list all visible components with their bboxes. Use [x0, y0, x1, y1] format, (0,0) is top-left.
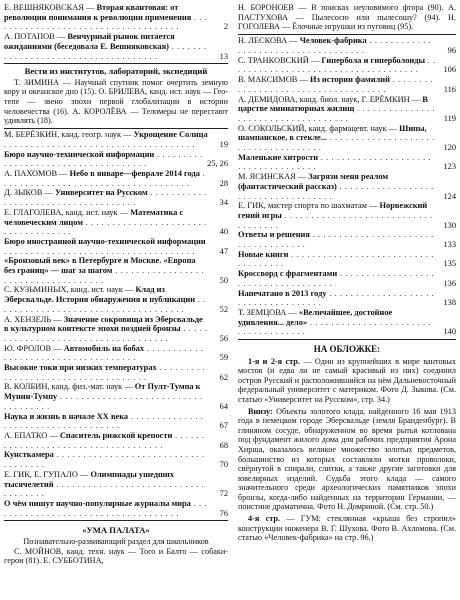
toc-entry-text: О. СОКОЛЬСКИЙ, канд. фармацевт. наук — Шипы, шампанское, в стекле... . . .	[238, 124, 456, 153]
toc-entry	[238, 269, 456, 288]
toc-entry-text: Е. ГИК, мастер спорта по шахматам — Норвежский гений игры . . .	[238, 201, 456, 230]
toc-entry-text	[238, 250, 456, 269]
toc-title: «Величайшее, достойное удивления... дело»	[238, 307, 393, 327]
palata-subtitle: Познавательно-развивающий раздел для школьников	[23, 536, 209, 546]
toc-entry-text: М. БЕРЁЗКИН, канд. геогр. наук — Укрощение Солнца . . .	[4, 130, 228, 149]
toc-page-number: 70	[219, 460, 228, 470]
toc-entry	[4, 412, 228, 431]
toc-author: А. ПАХОМОВ	[4, 169, 58, 178]
toc-entry-text: С. КУЗЬМИНЫХ, канд. ист. наук — Клад из Эберсвальде. История обнаружения и публикации . . .	[4, 285, 228, 314]
toc-page-number: 62	[219, 372, 228, 382]
toc-entry	[4, 315, 228, 344]
toc-page-number: 119	[443, 113, 456, 123]
toc-page-number: 130	[443, 220, 456, 230]
toc-entry	[4, 256, 228, 285]
toc-entry	[238, 230, 456, 249]
toc-title: В царстве миниатюрных жилищ	[238, 94, 428, 114]
toc-entry-text	[4, 256, 228, 285]
toc-author: С. ТРАНКОВСКИЙ	[238, 55, 309, 65]
toc-author: В. МАКСИМОВ	[238, 75, 298, 85]
toc-page-number: 135	[443, 259, 456, 269]
toc-entry-text	[4, 499, 228, 518]
toc-author: А. ЕПАТКО	[4, 430, 48, 440]
toc-author: Е. ВЕШНЯКОВСКАЯ	[4, 3, 84, 12]
toc-page-number: 72	[219, 489, 228, 499]
toc-title: Загрязи меня реалом (фантастический рассказ)	[238, 172, 389, 191]
toc-title: Наука и жизнь в начале ХХ века	[4, 411, 129, 421]
toc-entry	[238, 153, 456, 172]
toc-author: Д. ЗЫКОВ	[4, 188, 43, 198]
toc-author: А. ХЕНЗЕЛЬ	[4, 314, 52, 324]
toc-entry-text	[4, 450, 228, 469]
toc-entry	[4, 150, 228, 169]
toc-title: Университет на Русском	[54, 188, 148, 198]
toc-title: Из истории фамилий	[309, 75, 390, 85]
toc-entry	[4, 169, 228, 188]
toc-page-number: 34	[219, 198, 228, 208]
toc-entry	[238, 124, 456, 153]
toc-entry-text	[238, 153, 456, 172]
toc-page-number: 106	[443, 65, 456, 75]
toc-title: Значение сокровища из Эберсвальде в культурном контексте эпохи поздней бронзы	[4, 314, 203, 334]
section-head-palata: «УМА ПАЛАТА»	[82, 524, 150, 535]
toc-entry	[4, 208, 228, 237]
toc-title: Человек-фабрика	[299, 36, 367, 46]
toc-entry-text	[4, 237, 228, 256]
toc-page-number: 2	[223, 22, 228, 32]
toc-entry	[4, 382, 228, 411]
toc-page-number: 140	[443, 327, 456, 337]
toc-title: Ответы и решения	[238, 230, 310, 240]
toc-entry-text	[4, 363, 228, 382]
divider	[238, 34, 456, 35]
toc-entry-text	[4, 150, 228, 169]
toc-page-number: 124	[443, 191, 456, 201]
toc-title: Бюро научно-технической информации	[4, 149, 155, 159]
cover-paragraph	[238, 407, 456, 513]
institutes-text: Т. ЗИМИНА — Научный спутник помог очертить земную кору и океанское дно (15). О. БРИЛЕВА, канд. ист. наук — Гео-тепе — звено эпохи первой глобализации в истории человечества (16). А. КОРОЛЁВА — Теломеры не перестают удивлять (18).	[4, 77, 228, 126]
toc-page-number: 52	[219, 304, 228, 314]
palata-text: С. МОЙНОВ, канд. техн. наук — Того и Балто — собаки-герои (81). Е. СУББОТИНА,	[4, 546, 228, 566]
toc-page-number: 50	[219, 275, 228, 285]
divider	[4, 128, 228, 129]
toc-entry	[238, 36, 456, 55]
toc-entry-text: Е. ГЛАГОЛЕВА, канд. ист. наук — Математика с человеческим лицом . . .	[4, 208, 228, 237]
toc-title: Кунсткамера	[4, 450, 54, 460]
toc-entry-text	[238, 289, 456, 308]
toc-entry	[238, 201, 456, 230]
toc-entry	[4, 431, 228, 450]
toc-page-number: 28	[219, 178, 228, 188]
divider	[238, 339, 456, 340]
toc-title: Шипы, шампанское, в стекле...	[238, 123, 427, 143]
toc-entry	[238, 95, 456, 124]
toc-author: Е. ГИК, Е. ГУПАЛО	[4, 469, 78, 479]
toc-entry	[4, 499, 228, 518]
toc-entry-text: Д. ЗЫКОВ — Университет на Русском . . .	[4, 188, 228, 207]
toc-author: Н. ЛЕСКОВА	[238, 36, 288, 46]
toc-entry	[238, 56, 456, 75]
toc-title: Маленькие хитрости	[238, 152, 319, 162]
toc-author: Е. ГЛАГОЛЕВА, канд. ист. наук	[4, 207, 118, 217]
toc-author: С. КУЗЬМИНЫХ, канд. ист. наук	[4, 285, 123, 295]
toc-entry	[4, 130, 228, 149]
toc-author: А. ПОТАПОВ	[4, 32, 55, 42]
toc-entry	[4, 32, 228, 61]
divider	[4, 520, 228, 521]
cover-lead: 1-я и 2-я стр.	[248, 356, 300, 366]
toc-entry-text: Ю. ФРОЛОВ — Автомобиль на бобах . . .	[4, 344, 228, 363]
toc-page-number: 133	[443, 240, 456, 250]
toc-page-number: 25, 26	[207, 159, 228, 169]
toc-title: От Пулт-Тумпа к Мунин-Тумпу	[4, 382, 201, 402]
toc-title: Венчурный рынок питается ожиданиями (беседовала Е. Вешняковская)	[4, 32, 175, 51]
toc-entry	[4, 285, 228, 314]
toc-author: М. ЯСИНСКАЯ	[238, 172, 296, 182]
toc-entry	[238, 75, 456, 94]
toc-entry	[238, 289, 456, 308]
toc-entry-text: В. КОЛБИН, канд. физ.-мат. наук — От Пулт-Тумпа к Мунин-Тумпу . . .	[4, 382, 228, 411]
toc-page-number: 40	[219, 227, 228, 237]
toc-title: Клад из Эберсвальде. История обнаружения и публикации	[4, 285, 196, 305]
toc-title: Бюро иностранной научно-технической информации	[4, 236, 206, 246]
toc-page-number: 68	[219, 440, 228, 450]
toc-entry-text: А. ЕПАТКО — Спаситель рижской крепости . . .	[4, 431, 228, 450]
toc-title: Вторая квантовая: от революции понимания к революции применения	[4, 3, 192, 22]
toc-title: Спаситель рижской крепости	[59, 430, 173, 440]
divider	[4, 63, 228, 64]
toc-author: А. ДЕМИДОВА, канд. биол. наук, Г. ЕРЁМКИН	[238, 94, 410, 104]
toc-page-number: 138	[443, 298, 456, 308]
toc-title: Напечатано в 2013 году	[238, 288, 327, 298]
cover-heading: НА ОБЛОЖКЕ:	[313, 343, 381, 354]
toc-entry-text: В. МАКСИМОВ — Из истории фамилий . . .	[238, 75, 456, 94]
toc-entry	[4, 344, 228, 363]
cover-text: — Один из крупнейших в мире вантовых мостов (и едва ли не самый красивый из них) соединил остров Русский и расположившийся на нём Дальневосточный федеральный университет с материком. Фото Д. Зыкова. (См. статью «Университет на Русском», стр. 34.)	[238, 356, 457, 404]
toc-author: Т. ЗЕМЦОВА	[238, 307, 287, 317]
toc-title: О чём пишут научно-популярные журналы мира	[4, 498, 191, 508]
toc-page-number: 76	[219, 508, 228, 518]
toc-entry	[4, 237, 228, 256]
toc-entry	[238, 250, 456, 269]
toc-page-number: 19	[219, 139, 228, 149]
section-head-institutes: Вести из институтов, лабораторий, экспедиций	[24, 65, 208, 76]
toc-page-number: 67	[219, 421, 228, 431]
toc-entry	[238, 308, 456, 337]
toc-page-number: 56	[219, 333, 228, 343]
toc-entry-text: Н. ЛЕСКОВА — Человек-фабрика . . .	[238, 36, 456, 55]
toc-title: Гипербола и гиперболоиды	[321, 55, 425, 65]
toc-page-number: 47	[219, 246, 228, 256]
toc-title: Высокие токи при низких температурах	[4, 363, 157, 373]
toc-title: Небо в январе—феврале 2014 года	[69, 169, 200, 178]
toc-title: Новые книги	[238, 249, 289, 259]
toc-entry	[4, 3, 228, 32]
toc-page-number: 96	[447, 45, 456, 55]
toc-title: Кроссворд с фрагментами	[238, 269, 338, 279]
toc-entry	[4, 470, 228, 499]
toc-title: Норвежский гений игры	[238, 201, 428, 220]
toc-entry-text: М. ЯСИНСКАЯ — Загрязи меня реалом (фантастический рассказ) . . .	[238, 172, 456, 201]
toc-entry-text: Т. ЗЕМЦОВА — «Величайшее, достойное удивления... дело» . . .	[238, 308, 456, 337]
toc-entry	[4, 188, 228, 207]
toc-author: О. СОКОЛЬСКИЙ, канд. фармацевт. наук	[238, 123, 387, 133]
toc-group-main	[4, 130, 228, 518]
toc-entry-text	[4, 412, 228, 431]
toc-author: Е. ГИК, мастер спорта по шахматам	[238, 201, 367, 211]
toc-entry-text: А. ХЕНЗЕЛЬ — Значение сокровища из Эберсвальде в культурном контексте эпохи поздней бронзы . . .	[4, 315, 228, 344]
toc-title: Математика с человеческим лицом	[4, 207, 184, 227]
cover-text: — ГУМ: стеклянная «крыша без стропил» конструкции инженера В. Г. Шухова. Фото В. Ахломова. (См. статью «Человек-фабрика» на стр. 96.)	[238, 514, 456, 543]
toc-entry-text: Е. ГИК, Е. ГУПАЛО — Олимпиады ушедших тысячелетий . . .	[4, 470, 228, 499]
toc-entry	[4, 450, 228, 469]
toc-page-number: 136	[443, 278, 456, 288]
toc-page-number: 120	[443, 143, 456, 153]
toc-entry-text	[238, 230, 456, 249]
toc-author: В. КОЛБИН, канд. физ.-мат. наук	[4, 382, 123, 392]
toc-group-right	[238, 36, 456, 337]
toc-entry	[238, 172, 456, 201]
toc-page-number: 59	[219, 353, 228, 363]
toc-title: Автомобиль на бобах	[63, 343, 145, 353]
toc-author: Ю. ФРОЛОВ	[4, 343, 52, 353]
toc-page-number: 116	[443, 84, 456, 94]
toc-page-number: 64	[219, 401, 228, 411]
toc-entry-text: А. ДЕМИДОВА, канд. биол. наук, Г. ЕРЁМКИН — В царстве миниатюрных жилищ . . .	[238, 95, 456, 124]
toc-entry-text: А. ПАХОМОВ — Небо в январе—феврале 2014 года . . .	[4, 169, 228, 188]
toc-entry-text	[238, 269, 456, 288]
toc-title: Укрощение Солнца	[133, 130, 208, 140]
toc-entry-text: С. ТРАНКОВСКИЙ — Гипербола и гиперболоиды . . .	[238, 56, 456, 75]
toc-title: «Бронзовый век» в Петербурге и Москве. «Европа без границ» — шаг за шагом	[4, 256, 196, 276]
toc-entry-text: Е. ВЕШНЯКОВСКАЯ — Вторая квантовая: от революции понимания к революции применения . . .	[4, 3, 228, 32]
toc-entry	[4, 363, 228, 382]
toc-page-number: 13	[219, 51, 228, 61]
toc-author: М. БЕРЁЗКИН, канд. геогр. наук	[4, 130, 122, 140]
toc-page-number: 123	[443, 162, 456, 172]
toc-title: Олимпиады ушедших тысячелетий	[4, 469, 175, 489]
cover-paragraph	[238, 514, 456, 543]
cover-lead: Внизу:	[248, 406, 273, 416]
right-top-text: Н. БОРОНОЕВ — В поисках неуловимого фтора (90). А. ПАСТУХОВА — Пылесосю или пылесошу? (94). Н. ГОГОЛЕВА — Ёлочные игрушки из пуговиц (95).	[238, 3, 456, 32]
toc-entry-text: А. ПОТАПОВ — Венчурный рынок питается ожиданиями (беседовала Е. Вешняковская) . . .	[4, 32, 228, 61]
left-column	[4, 3, 228, 568]
cover-text: Объекты золотого клада, найденного 16 мая 1913 года в немецком городе Эберсвальде (земля Бранденбург). В глиняном сосуде, обнаруженном во время рытья котлована под фундамент жилого дома для рабочих предприятия Арона Хирша, оказалось великое множество золотых предметов, большинство из которых составляли мотки проволоки, свёрнутой в спирали, слитки, а также другие заготовки для ювелирных изделий. Судьба этого клада — самого значительного среди археологических памятников эпохи бронзы, когда-либо найденных на территории Германии, — поистине драматична. Фото Н. Домриной. (См. стр. 50.)	[238, 406, 456, 512]
cover-paragraph	[238, 357, 456, 405]
cover-lead: 4-я стр.	[248, 514, 280, 524]
toc-group-top	[4, 3, 228, 61]
right-column	[238, 3, 456, 545]
